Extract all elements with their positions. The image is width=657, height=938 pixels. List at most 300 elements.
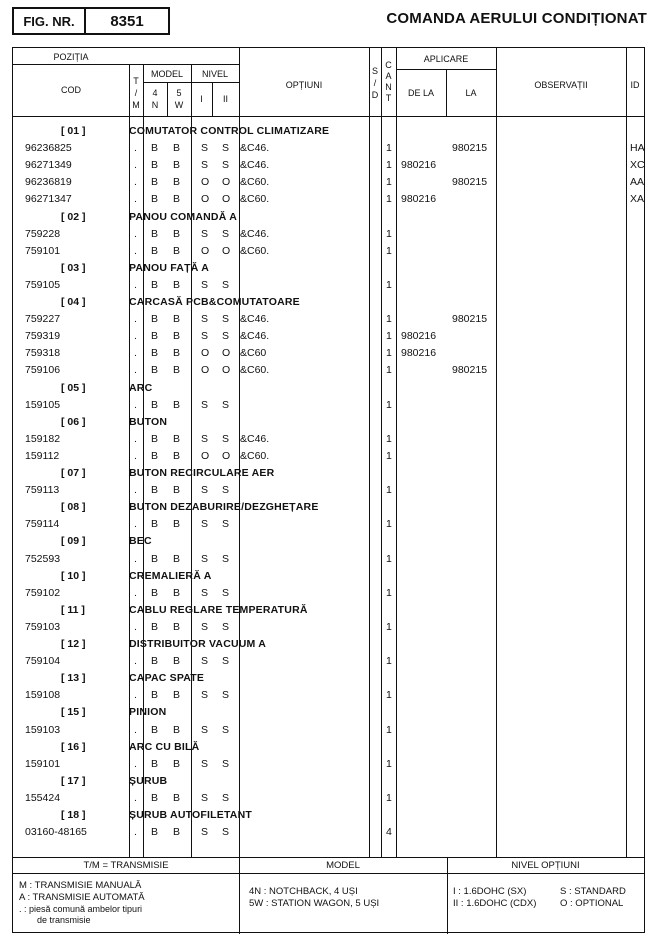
part-nivel-ii: S — [222, 655, 230, 668]
part-tm: . — [134, 552, 137, 565]
section-row — [13, 773, 644, 790]
part-code: 96271349 — [25, 159, 72, 172]
part-quantity: 1 — [386, 552, 392, 565]
footer-divider — [13, 873, 644, 874]
section-row — [13, 533, 644, 550]
part-nivel-i: O — [201, 193, 210, 206]
part-row — [13, 756, 644, 773]
part-row — [13, 345, 644, 362]
header-tm-slash: / — [134, 88, 138, 98]
section-row — [13, 209, 644, 226]
part-tm: . — [134, 159, 137, 172]
part-model-4n: B — [151, 826, 159, 839]
header-cod: COD — [61, 85, 81, 95]
part-nivel-ii: O — [222, 176, 231, 189]
part-model-4n: B — [151, 347, 159, 360]
part-quantity: 1 — [386, 193, 392, 206]
part-tm: . — [134, 142, 137, 155]
section-number: [ 04 ] — [61, 296, 86, 308]
part-row — [13, 653, 644, 670]
part-quantity: 1 — [386, 398, 392, 411]
part-model-4n: B — [151, 432, 159, 445]
part-code: 96271347 — [25, 193, 72, 206]
part-nivel-i: S — [201, 518, 209, 531]
part-quantity: 1 — [386, 244, 392, 257]
header-model: MODEL — [150, 69, 183, 79]
part-code: 759227 — [25, 313, 61, 326]
header-model-4: 4 — [152, 88, 158, 98]
part-nivel-ii: S — [222, 826, 230, 839]
header-nivel-i: I — [200, 94, 203, 104]
part-quantity: 1 — [386, 484, 392, 497]
header-optiuni: OPȚIUNI — [285, 80, 323, 90]
section-name: ȘURUB — [129, 774, 168, 787]
part-option: &C60. — [240, 449, 270, 462]
part-model-5w: B — [173, 364, 181, 377]
part-model-4n: B — [151, 142, 159, 155]
part-nivel-i: S — [201, 398, 209, 411]
part-id: XC — [630, 159, 645, 172]
part-row — [13, 362, 644, 379]
part-option: &C60. — [240, 176, 270, 189]
part-model-4n: B — [151, 176, 159, 189]
part-code: 759114 — [25, 518, 60, 531]
part-model-5w: B — [173, 244, 181, 257]
part-nivel-ii: S — [222, 586, 230, 599]
part-tm: . — [134, 791, 137, 804]
part-model-5w: B — [173, 826, 181, 839]
section-number: [ 15 ] — [61, 706, 86, 719]
section-row — [13, 704, 644, 721]
part-nivel-i: O — [201, 347, 210, 360]
part-nivel-ii: S — [222, 723, 230, 736]
part-code: 759319 — [25, 330, 61, 343]
part-option: &C46. — [240, 432, 270, 445]
header-observatii: OBSERVAȚII — [534, 80, 588, 90]
table-header — [13, 48, 644, 117]
part-row — [13, 516, 644, 533]
part-model-5w: B — [173, 227, 181, 240]
part-row — [13, 431, 644, 448]
part-nivel-i: S — [201, 432, 209, 445]
part-quantity: 1 — [386, 723, 392, 736]
part-id: HA — [630, 142, 645, 155]
legend-nivel-title: NIVEL OPȚIUNI — [511, 860, 580, 871]
part-code: 759101 — [25, 244, 61, 257]
section-name: BUTON RECIRCULARE AER — [129, 467, 275, 479]
section-name: CAPAC SPATE — [129, 672, 205, 685]
part-quantity: 1 — [386, 142, 392, 155]
part-model-5w: B — [173, 193, 181, 206]
part-row — [13, 482, 644, 499]
part-code: 155424 — [25, 791, 61, 804]
part-model-4n: B — [151, 586, 159, 599]
part-model-4n: B — [151, 227, 159, 240]
part-model-4n: B — [151, 193, 159, 206]
section-row — [13, 670, 644, 687]
part-nivel-i: S — [201, 552, 209, 565]
section-name: COMUTATOR CONTROL CLIMATIZARE — [129, 125, 330, 137]
part-nivel-ii: O — [222, 347, 231, 360]
part-option: &C60. — [240, 244, 270, 257]
section-name: PANOU FAȚĂ A — [129, 261, 209, 274]
part-model-5w: B — [173, 347, 181, 360]
part-nivel-ii: S — [222, 432, 230, 445]
part-model-4n: B — [151, 484, 159, 497]
part-model-4n: B — [151, 398, 159, 411]
part-tm: . — [134, 620, 137, 633]
part-nivel-i: S — [201, 484, 209, 497]
part-nivel-ii: S — [222, 518, 230, 531]
part-from-date: 980216 — [401, 159, 437, 172]
part-model-4n: B — [151, 330, 159, 343]
part-nivel-ii: O — [222, 449, 231, 462]
part-model-4n: B — [151, 791, 159, 804]
part-row — [13, 277, 644, 294]
part-model-4n: B — [151, 655, 159, 668]
part-model-5w: B — [173, 432, 181, 445]
part-nivel-i: S — [201, 620, 209, 633]
part-row — [13, 140, 644, 157]
header-nivel-ii: II — [222, 94, 228, 104]
part-from-date: 980216 — [401, 193, 437, 206]
part-nivel-ii: S — [222, 159, 230, 172]
part-nivel-i: S — [201, 757, 209, 770]
header-divider — [13, 64, 239, 65]
header-cant-t: T — [385, 93, 392, 103]
part-model-5w: B — [173, 620, 181, 633]
section-name: PINION — [129, 706, 167, 719]
part-nivel-ii: S — [222, 620, 230, 633]
part-tm: . — [134, 432, 137, 445]
part-quantity: 1 — [386, 757, 392, 770]
section-number: [ 02 ] — [61, 210, 86, 223]
part-row — [13, 790, 644, 807]
part-model-5w: B — [173, 723, 181, 736]
legend-nivel-o: O : OPTIONAL — [560, 898, 624, 909]
part-quantity: 1 — [386, 330, 392, 343]
part-quantity: 1 — [386, 159, 392, 172]
part-option: &C60. — [240, 364, 270, 377]
section-number: [ 09 ] — [61, 535, 86, 548]
part-model-5w: B — [173, 655, 181, 668]
part-code: 159101 — [25, 757, 61, 770]
part-row — [13, 311, 644, 328]
part-tm: . — [134, 330, 137, 343]
part-tm: . — [134, 655, 137, 668]
section-number: [ 11 ] — [61, 603, 85, 616]
section-row — [13, 123, 644, 140]
part-model-5w: B — [173, 159, 181, 172]
part-code: 159105 — [25, 398, 61, 411]
header-aplicare: APLICARE — [423, 54, 469, 64]
part-nivel-i: O — [201, 244, 210, 257]
section-name: ȘURUB AUTOFILETANT — [129, 809, 252, 821]
part-nivel-ii: S — [222, 791, 230, 804]
part-row — [13, 174, 644, 191]
part-model-4n: B — [151, 364, 159, 377]
section-name: CARCASĂ PCB&COMUTATOARE — [129, 296, 300, 308]
part-nivel-ii: S — [222, 313, 230, 326]
section-row — [13, 465, 644, 482]
part-code: 759113 — [25, 484, 60, 497]
part-tm: . — [134, 227, 137, 240]
part-row — [13, 687, 644, 704]
header-de-la: DE LA — [407, 88, 434, 98]
part-tm: . — [134, 484, 137, 497]
part-model-4n: B — [151, 278, 159, 291]
section-name: CABLU REGLARE TEMPERATURĂ — [129, 603, 308, 616]
part-nivel-i: S — [201, 723, 209, 736]
part-quantity: 1 — [386, 347, 392, 360]
section-number: [ 01 ] — [61, 125, 86, 137]
part-code: 03160-48165 — [25, 826, 87, 839]
part-code: 759103 — [25, 620, 61, 633]
part-tm: . — [134, 176, 137, 189]
legend-model-title: MODEL — [326, 860, 360, 871]
part-row — [13, 551, 644, 568]
page-title: COMANDA AERULUI CONDIȚIONAT — [386, 10, 647, 27]
part-option: &C46. — [240, 227, 270, 240]
section-row — [13, 807, 644, 824]
part-model-4n: B — [151, 689, 159, 702]
part-row — [13, 722, 644, 739]
part-tm: . — [134, 723, 137, 736]
part-nivel-i: S — [201, 330, 209, 343]
part-tm: . — [134, 826, 137, 839]
section-number: [ 08 ] — [61, 501, 86, 514]
section-row — [13, 499, 644, 516]
part-quantity: 1 — [386, 364, 392, 377]
part-model-5w: B — [173, 484, 181, 497]
part-model-4n: B — [151, 244, 159, 257]
part-model-4n: B — [151, 620, 159, 633]
section-number: [ 03 ] — [61, 261, 86, 274]
part-row — [13, 243, 644, 260]
part-code: 96236825 — [25, 142, 72, 155]
part-quantity: 1 — [386, 655, 392, 668]
header-cant-c: C — [385, 60, 392, 70]
part-quantity: 1 — [386, 227, 392, 240]
part-quantity: 1 — [386, 278, 392, 291]
section-name: BEC — [129, 535, 152, 548]
part-nivel-ii: S — [222, 227, 230, 240]
header-cant-n: N — [385, 82, 392, 92]
part-code: 759318 — [25, 347, 61, 360]
part-nivel-i: O — [201, 364, 210, 377]
part-code: 159103 — [25, 723, 61, 736]
section-row — [13, 294, 644, 311]
section-number: [ 06 ] — [61, 415, 86, 428]
part-code: 159112 — [25, 449, 60, 462]
legend-nivel-s: S : STANDARD — [560, 886, 626, 897]
section-row — [13, 636, 644, 653]
part-nivel-i: S — [201, 313, 209, 326]
part-code: 759105 — [25, 278, 61, 291]
part-nivel-ii: S — [222, 689, 230, 702]
part-to-date: 980215 — [452, 364, 488, 377]
section-row — [13, 602, 644, 619]
part-nivel-i: S — [201, 278, 209, 291]
header-la: LA — [465, 88, 477, 98]
figure-number-box — [12, 7, 170, 35]
part-from-date: 980216 — [401, 347, 437, 360]
part-model-4n: B — [151, 518, 159, 531]
legend-model-5w: 5W : STATION WAGON, 5 UȘI — [249, 898, 380, 909]
part-model-5w: B — [173, 791, 181, 804]
part-nivel-ii: S — [222, 757, 230, 770]
part-to-date: 980215 — [452, 142, 488, 155]
part-model-5w: B — [173, 313, 181, 326]
part-nivel-i: S — [201, 791, 209, 804]
part-model-5w: B — [173, 330, 181, 343]
part-quantity: 1 — [386, 586, 392, 599]
part-quantity: 1 — [386, 313, 392, 326]
part-quantity: 1 — [386, 689, 392, 702]
figure-number: 8351 — [110, 12, 144, 30]
part-tm: . — [134, 586, 137, 599]
part-model-4n: B — [151, 313, 159, 326]
part-model-4n: B — [151, 723, 159, 736]
legend-tm-a: A : TRANSMISIE AUTOMATĂ — [19, 892, 145, 903]
part-tm: . — [134, 313, 137, 326]
section-number: [ 10 ] — [61, 569, 86, 582]
part-nivel-i: S — [201, 159, 209, 172]
part-code: 159182 — [25, 432, 61, 445]
part-tm: . — [134, 757, 137, 770]
part-code: 752593 — [25, 552, 61, 565]
part-row — [13, 191, 644, 208]
part-model-5w: B — [173, 518, 181, 531]
part-option: &C46. — [240, 313, 270, 326]
header-sd-d: D — [371, 90, 379, 100]
part-quantity: 1 — [386, 449, 392, 462]
part-code: 159108 — [25, 689, 61, 702]
part-code: 96236819 — [25, 176, 72, 189]
header-tm-t: T — [133, 76, 139, 86]
table-body — [13, 117, 644, 857]
part-option: &C60. — [240, 193, 270, 206]
part-quantity: 4 — [386, 826, 392, 839]
header-divider — [143, 82, 239, 83]
part-nivel-i: S — [201, 586, 209, 599]
section-name: BUTON DEZABURIRE/DEZGHEȚARE — [129, 501, 319, 514]
legend-tm-dot: . : piesă comună ambelor tipuri — [19, 904, 143, 914]
part-nivel-ii: S — [222, 142, 230, 155]
part-quantity: 1 — [386, 791, 392, 804]
section-row — [13, 739, 644, 756]
section-name: PANOU COMANDĂ A — [129, 210, 237, 223]
part-quantity: 1 — [386, 518, 392, 531]
part-nivel-i: S — [201, 655, 209, 668]
part-model-5w: B — [173, 398, 181, 411]
part-tm: . — [134, 398, 137, 411]
part-tm: . — [134, 364, 137, 377]
part-nivel-i: O — [201, 449, 210, 462]
section-row — [13, 380, 644, 397]
part-code: 759102 — [25, 586, 61, 599]
section-number: [ 12 ] — [61, 638, 86, 650]
part-model-5w: B — [173, 176, 181, 189]
part-id: XA — [630, 193, 645, 206]
part-model-5w: B — [173, 689, 181, 702]
part-row — [13, 448, 644, 465]
part-model-5w: B — [173, 142, 181, 155]
part-nivel-i: S — [201, 142, 209, 155]
part-nivel-ii: O — [222, 364, 231, 377]
part-row — [13, 226, 644, 243]
part-model-4n: B — [151, 159, 159, 172]
part-row — [13, 585, 644, 602]
header-tm-m: M — [132, 100, 140, 110]
header-model-5: 5 — [176, 88, 182, 98]
part-tm: . — [134, 278, 137, 291]
header-model-w: W — [174, 100, 184, 110]
part-quantity: 1 — [386, 176, 392, 189]
section-number: [ 18 ] — [61, 809, 86, 821]
part-model-4n: B — [151, 552, 159, 565]
header-cant-a: A — [385, 71, 392, 81]
section-name: ARC — [129, 381, 153, 394]
part-tm: . — [134, 689, 137, 702]
part-nivel-ii: S — [222, 278, 230, 291]
section-row — [13, 414, 644, 431]
section-number: [ 16 ] — [61, 740, 86, 753]
part-model-4n: B — [151, 449, 159, 462]
part-row — [13, 397, 644, 414]
section-row — [13, 260, 644, 277]
legend-nivel-i: I : 1.6DOHC (SX) — [453, 886, 527, 897]
section-name: ARC CU BILĂ — [129, 740, 200, 753]
section-row — [13, 568, 644, 585]
part-model-5w: B — [173, 552, 181, 565]
part-quantity: 1 — [386, 620, 392, 633]
part-row — [13, 824, 644, 841]
parts-table — [12, 47, 645, 933]
part-option: &C60 — [240, 347, 267, 360]
legend-model-4n: 4N : NOTCHBACK, 4 UȘI — [249, 886, 358, 897]
part-model-5w: B — [173, 586, 181, 599]
section-number: [ 17 ] — [61, 774, 86, 787]
figure-label: FIG. NR. — [14, 9, 86, 33]
part-nivel-i: O — [201, 176, 210, 189]
part-tm: . — [134, 193, 137, 206]
legend-tm-dot-cont: de transmisie — [37, 915, 91, 925]
part-row — [13, 619, 644, 636]
part-nivel-i: S — [201, 826, 209, 839]
part-tm: . — [134, 449, 137, 462]
section-number: [ 07 ] — [61, 467, 86, 479]
part-to-date: 980215 — [452, 313, 488, 326]
part-model-5w: B — [173, 757, 181, 770]
part-tm: . — [134, 518, 137, 531]
part-quantity: 1 — [386, 432, 392, 445]
part-option: &C46. — [240, 330, 270, 343]
legend-tm-title: T/M = TRANSMISIE — [83, 860, 169, 871]
part-code: 759104 — [25, 655, 61, 668]
section-number: [ 13 ] — [61, 672, 86, 685]
part-nivel-ii: S — [222, 552, 230, 565]
legend-tm-m: M : TRANSMISIE MANUALĂ — [19, 880, 142, 891]
part-row — [13, 328, 644, 345]
header-nivel: NIVEL — [201, 69, 228, 79]
part-nivel-ii: S — [222, 330, 230, 343]
section-name: BUTON — [129, 415, 168, 428]
part-nivel-ii: S — [222, 484, 230, 497]
part-option: &C46. — [240, 142, 270, 155]
part-model-5w: B — [173, 278, 181, 291]
part-tm: . — [134, 244, 137, 257]
